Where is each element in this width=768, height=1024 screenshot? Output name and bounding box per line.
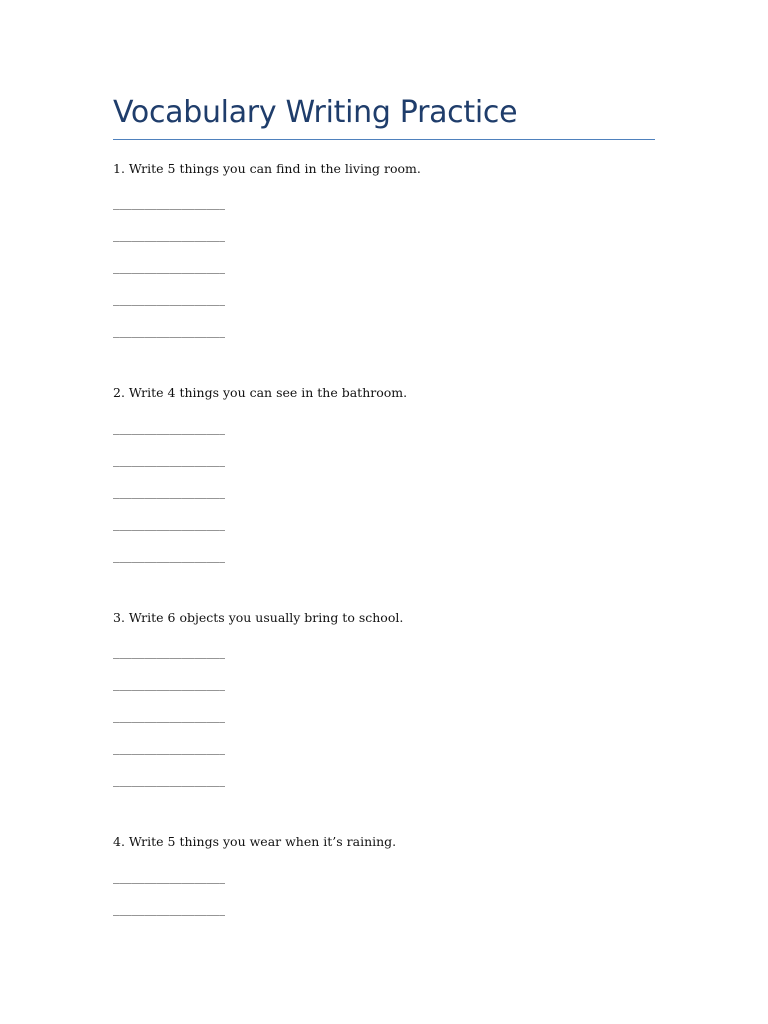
- answer-line[interactable]: __________________: [113, 420, 225, 435]
- answer-line[interactable]: __________________: [113, 708, 225, 723]
- page-title: Vocabulary Writing Practice: [113, 95, 518, 130]
- answer-line[interactable]: __________________: [113, 901, 225, 916]
- answer-line[interactable]: __________________: [113, 869, 225, 884]
- answer-line[interactable]: __________________: [113, 227, 225, 242]
- answer-line[interactable]: __________________: [113, 548, 225, 563]
- answer-line[interactable]: __________________: [113, 516, 225, 531]
- question-3-prompt: 3. Write 6 objects you usually bring to school.: [113, 610, 404, 625]
- answer-line[interactable]: __________________: [113, 740, 225, 755]
- answer-line[interactable]: __________________: [113, 452, 225, 467]
- answer-line[interactable]: __________________: [113, 259, 225, 274]
- answer-line[interactable]: __________________: [113, 291, 225, 306]
- answer-line[interactable]: __________________: [113, 323, 225, 338]
- answer-line[interactable]: __________________: [113, 772, 225, 787]
- answer-line[interactable]: __________________: [113, 644, 225, 659]
- answer-line[interactable]: __________________: [113, 676, 225, 691]
- answer-line[interactable]: __________________: [113, 195, 225, 210]
- title-divider: [113, 139, 655, 140]
- question-4-prompt: 4. Write 5 things you wear when it’s raining.: [113, 834, 397, 849]
- question-2-prompt: 2. Write 4 things you can see in the bathroom.: [113, 385, 408, 400]
- answer-line[interactable]: __________________: [113, 484, 225, 499]
- question-1-prompt: 1. Write 5 things you can find in the living room.: [113, 161, 421, 176]
